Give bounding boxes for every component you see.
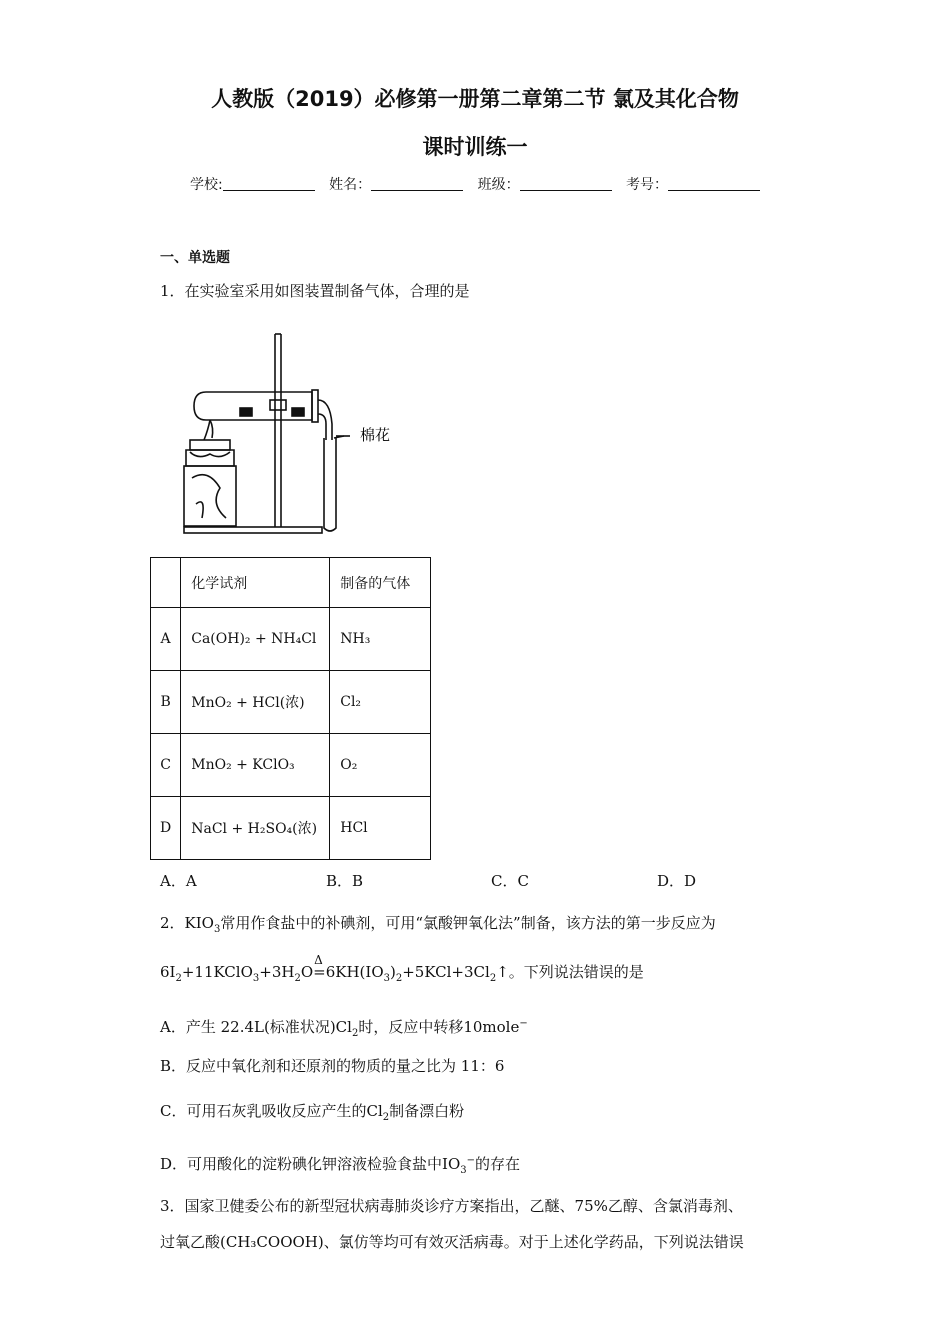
- question-2-option-c[interactable]: C．可用石灰乳吸收反应产生的$Cl_2$制备漂白粉: [160, 1102, 465, 1123]
- row-key: B: [151, 671, 181, 734]
- document-subtitle: 课时训练一: [422, 135, 528, 159]
- question-2-option-b[interactable]: B．反应中氧化剂和还原剂的物质的量之比为 11：6: [160, 1057, 505, 1075]
- question-3-line-1: 3．国家卫健委公布的新型冠状病毒肺炎诊疗方案指出，乙醚、75%乙醇、含氯消毒剂、: [160, 1197, 743, 1215]
- row-reagent: NaCl + H₂SO₄(浓): [181, 797, 330, 860]
- option-c[interactable]: C．C: [491, 872, 529, 890]
- school-label: 学校:: [189, 177, 223, 193]
- row-gas: Cl₂: [330, 671, 431, 734]
- student-info-line: [0, 174, 950, 194]
- table-header-row: [151, 558, 431, 608]
- cotton-label: 棉花: [360, 426, 391, 444]
- table-row: [151, 608, 431, 671]
- name-label: 姓名：: [329, 177, 372, 193]
- table-row: [151, 734, 431, 797]
- alcohol-lamp: [186, 450, 234, 466]
- table-header-blank: [151, 558, 181, 608]
- option-a[interactable]: A．A: [160, 872, 197, 890]
- row-key: C: [151, 734, 181, 797]
- row-reagent: MnO₂ + KClO₃: [181, 734, 330, 797]
- reagent-table: [150, 557, 431, 860]
- option-b[interactable]: B．B: [326, 872, 364, 890]
- collecting-tube: [324, 438, 336, 531]
- option-d[interactable]: D．D: [657, 872, 697, 890]
- apparatus-figure: [180, 328, 420, 540]
- question-2-option-d[interactable]: D．可用酸化的淀粉碘化钾溶液检验食盐中$IO_3^-$的存在: [160, 1155, 521, 1176]
- table-row: [151, 797, 431, 860]
- lamp-block: [184, 466, 236, 526]
- school-blank: [223, 176, 315, 191]
- document-title: 人教版（2019）必修第一册第二章第二节 氯及其化合物: [211, 87, 739, 111]
- question-3-line-2: 过氧乙酸(CH₃COOOH)、氯仿等均可有效灭活病毒。对于上述化学药品，下列说法错误: [160, 1233, 744, 1251]
- stand-base: [184, 527, 322, 533]
- row-gas: O₂: [330, 734, 431, 797]
- row-gas: HCl: [330, 797, 431, 860]
- table-header-reagent: 化学试剂: [181, 558, 330, 608]
- exam-number-label: 考号：: [626, 177, 669, 193]
- row-gas: NH₃: [330, 608, 431, 671]
- row-key: A: [151, 608, 181, 671]
- row-reagent: Ca(OH)₂ + NH₄Cl: [181, 608, 330, 671]
- question-2-stem: 2．$KIO_3$常用作食盐中的补碘剂，可用“氯酸钾氧化法”制备，该方法的第一步反应为: [160, 914, 716, 935]
- row-reagent: MnO₂ + HCl(浓): [181, 671, 330, 734]
- exam-number-blank: [668, 176, 760, 191]
- class-blank: [520, 176, 612, 191]
- class-label: 班级：: [477, 177, 520, 193]
- table-row: [151, 671, 431, 734]
- question-2-equation: $6I_2+11KClO_3+3H_2O$ Δ $=6KH(IO_3)_2+5KCl+3Cl_2↑$。下列说法错误的是: [160, 953, 644, 984]
- table-header-gas: 制备的气体: [330, 558, 431, 608]
- row-key: D: [151, 797, 181, 860]
- question-2-option-a[interactable]: A．产生 22.4L(标准状况)$Cl_2$时，反应中转移10mole−: [160, 1018, 528, 1039]
- question-1-stem: 1．在实验室采用如图装置制备气体，合理的是: [160, 282, 470, 300]
- section-heading: 一、单选题: [160, 250, 230, 266]
- name-blank: [371, 176, 463, 191]
